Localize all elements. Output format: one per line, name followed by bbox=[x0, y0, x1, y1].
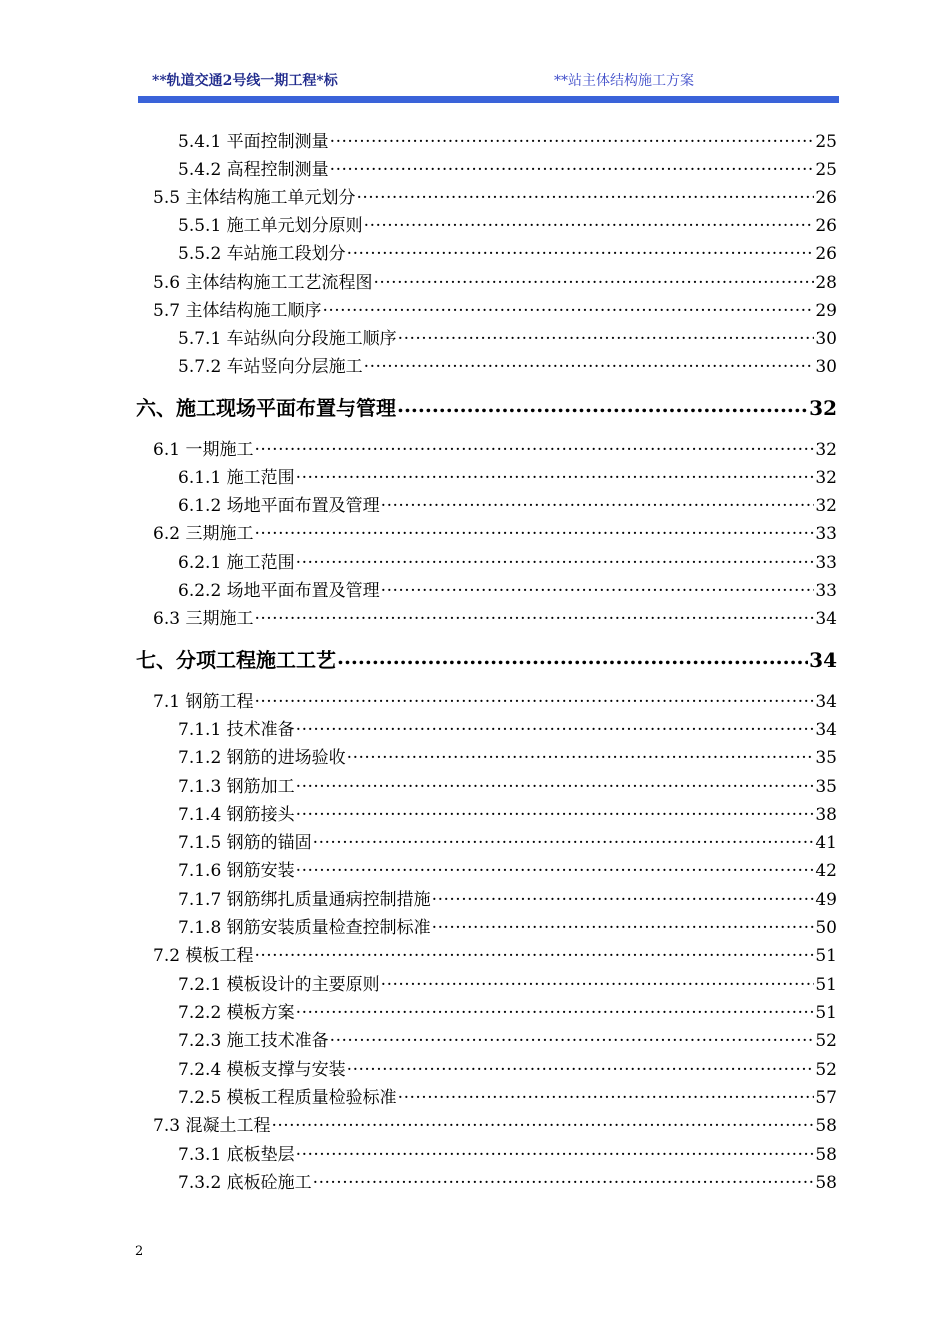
toc-entry[interactable] bbox=[153, 1114, 837, 1135]
toc-leader-dots bbox=[254, 522, 814, 539]
toc-entry-title: 7.2.5 模板工程质量检验标准 bbox=[178, 1088, 397, 1108]
toc-chapter-entry[interactable] bbox=[136, 647, 837, 670]
toc-leader-dots bbox=[330, 158, 815, 175]
toc-entry-page: 57 bbox=[815, 1088, 837, 1108]
toc-chapter-entry[interactable] bbox=[136, 395, 837, 418]
toc-entry[interactable] bbox=[178, 746, 837, 767]
toc-entry-title: 7.2.3 施工技术准备 bbox=[178, 1031, 329, 1051]
toc-entry-page: 35 bbox=[815, 748, 837, 768]
toc-entry[interactable] bbox=[153, 607, 837, 628]
toc-entry-title: 6.2.2 场地平面布置及管理 bbox=[178, 581, 380, 601]
toc-entry[interactable] bbox=[178, 1058, 837, 1079]
toc-entry-title: 6.1.2 场地平面布置及管理 bbox=[178, 496, 380, 516]
toc-entry[interactable] bbox=[178, 242, 837, 263]
toc-entry-title: 5.7 主体结构施工顺序 bbox=[153, 301, 322, 321]
toc-entry-page: 35 bbox=[815, 777, 837, 797]
toc-entry-title: 7.1.7 钢筋绑扎质量通病控制措施 bbox=[178, 890, 431, 910]
toc-leader-dots bbox=[432, 916, 815, 933]
toc-entry-title: 5.7.1 车站纵向分段施工顺序 bbox=[178, 329, 397, 349]
toc-chapter-title: 七、分项工程施工工艺 bbox=[136, 648, 336, 672]
toc-entry-page: 30 bbox=[815, 357, 837, 377]
toc-entry[interactable] bbox=[153, 271, 837, 292]
toc-entry-title: 7.1.6 钢筋安装 bbox=[178, 861, 295, 881]
toc-entry[interactable] bbox=[153, 438, 837, 459]
toc-entry-page: 50 bbox=[815, 918, 837, 938]
toc-leader-dots bbox=[296, 1001, 815, 1018]
toc-leader-dots bbox=[296, 859, 815, 876]
toc-entry[interactable] bbox=[178, 775, 837, 796]
toc-entry[interactable] bbox=[178, 888, 837, 909]
toc-entry-page: 58 bbox=[815, 1173, 837, 1193]
toc-entry-title: 7.3.1 底板垫层 bbox=[178, 1145, 295, 1165]
toc-entry-title: 5.7.2 车站竖向分层施工 bbox=[178, 357, 363, 377]
toc-leader-dots bbox=[322, 299, 814, 316]
toc-entry-page: 33 bbox=[815, 553, 837, 573]
toc-leader-dots bbox=[398, 327, 815, 344]
toc-entry[interactable] bbox=[178, 916, 837, 937]
toc-entry-page: 58 bbox=[815, 1145, 837, 1165]
toc-entry-title: 5.5.2 车站施工段划分 bbox=[178, 244, 346, 264]
toc-entry[interactable] bbox=[153, 186, 837, 207]
toc-entry-page: 26 bbox=[815, 216, 837, 236]
toc-entry-title: 6.2 三期施工 bbox=[153, 524, 254, 544]
toc-leader-dots bbox=[254, 690, 814, 707]
toc-entry[interactable] bbox=[178, 158, 837, 179]
toc-entry-title: 5.4.2 高程控制测量 bbox=[178, 160, 329, 180]
toc-leader-dots bbox=[296, 718, 815, 735]
toc-leader-dots bbox=[381, 494, 815, 511]
toc-leader-dots bbox=[296, 1143, 815, 1160]
toc-entry-title: 7.1.5 钢筋的锚固 bbox=[178, 833, 312, 853]
toc-entry[interactable] bbox=[153, 299, 837, 320]
page-number: 2 bbox=[135, 1244, 144, 1259]
toc-entry-title: 7.2.1 模板设计的主要原则 bbox=[178, 975, 380, 995]
toc-leader-dots bbox=[271, 1114, 814, 1131]
toc-entry-page: 34 bbox=[815, 692, 837, 712]
toc-entry[interactable] bbox=[178, 327, 837, 348]
toc-entry-page: 51 bbox=[815, 1003, 837, 1023]
toc-entry[interactable] bbox=[178, 494, 837, 515]
toc-entry-title: 7.1.2 钢筋的进场验收 bbox=[178, 748, 346, 768]
toc-entry-page: 34 bbox=[815, 609, 837, 629]
toc-entry[interactable] bbox=[178, 130, 837, 151]
toc-entry-title: 7.1.8 钢筋安装质量检查控制标准 bbox=[178, 918, 431, 938]
toc-entry-title: 7.2.2 模板方案 bbox=[178, 1003, 295, 1023]
toc-leader-dots bbox=[296, 775, 815, 792]
toc-entry[interactable] bbox=[178, 1029, 837, 1050]
toc-leader-dots bbox=[337, 647, 808, 667]
toc-entry-page: 52 bbox=[815, 1031, 837, 1051]
toc-entry[interactable] bbox=[178, 551, 837, 572]
toc-entry-title: 6.1 一期施工 bbox=[153, 440, 254, 460]
toc-entry-page: 26 bbox=[815, 244, 837, 264]
toc-entry-page: 25 bbox=[815, 160, 837, 180]
toc-entry-page: 26 bbox=[815, 188, 837, 208]
toc-leader-dots bbox=[347, 1058, 815, 1075]
toc-leader-dots bbox=[364, 355, 815, 372]
toc-chapter-page: 34 bbox=[809, 648, 837, 672]
toc-entry[interactable] bbox=[153, 944, 837, 965]
toc-leader-dots bbox=[373, 271, 814, 288]
toc-leader-dots bbox=[381, 579, 815, 596]
toc-entry[interactable] bbox=[153, 522, 837, 543]
toc-entry-title: 7.2.4 模板支撑与安装 bbox=[178, 1060, 346, 1080]
toc-entry-title: 6.2.1 施工范围 bbox=[178, 553, 295, 573]
toc-leader-dots bbox=[381, 973, 815, 990]
toc-entry-page: 32 bbox=[815, 468, 837, 488]
toc-entry-page: 49 bbox=[815, 890, 837, 910]
toc-entry[interactable] bbox=[178, 1001, 837, 1022]
toc-entry-title: 7.1.3 钢筋加工 bbox=[178, 777, 295, 797]
header-project-title: **轨道交通2号线一期工程*标 bbox=[152, 73, 338, 89]
toc-entry-page: 51 bbox=[815, 975, 837, 995]
toc-entry[interactable] bbox=[178, 859, 837, 880]
toc-leader-dots bbox=[296, 551, 815, 568]
toc-entry-title: 7.3 混凝土工程 bbox=[153, 1116, 271, 1136]
toc-entry-page: 42 bbox=[815, 861, 837, 881]
toc-leader-dots bbox=[398, 1086, 815, 1103]
toc-entry-title: 5.5.1 施工单元划分原则 bbox=[178, 216, 363, 236]
toc-leader-dots bbox=[330, 130, 815, 147]
toc-entry[interactable] bbox=[178, 214, 837, 235]
toc-entry[interactable] bbox=[178, 831, 837, 852]
toc-entry-page: 58 bbox=[815, 1116, 837, 1136]
toc-entry[interactable] bbox=[178, 466, 837, 487]
toc-entry[interactable] bbox=[178, 1171, 837, 1192]
toc-leader-dots bbox=[296, 803, 815, 820]
toc-entry-page: 29 bbox=[815, 301, 837, 321]
toc-entry-page: 32 bbox=[815, 496, 837, 516]
toc-entry-title: 7.1 钢筋工程 bbox=[153, 692, 254, 712]
toc-entry-page: 32 bbox=[815, 440, 837, 460]
toc-leader-dots bbox=[356, 186, 814, 203]
toc-entry-page: 38 bbox=[815, 805, 837, 825]
toc-leader-dots bbox=[330, 1029, 815, 1046]
toc-entry-page: 51 bbox=[815, 946, 837, 966]
toc-entry-page: 33 bbox=[815, 581, 837, 601]
toc-entry-title: 6.1.1 施工范围 bbox=[178, 468, 295, 488]
toc-entry-title: 5.4.1 平面控制测量 bbox=[178, 132, 329, 152]
toc-entry-title: 6.3 三期施工 bbox=[153, 609, 254, 629]
toc-leader-dots bbox=[432, 888, 815, 905]
toc-leader-dots bbox=[296, 466, 815, 483]
toc-leader-dots bbox=[347, 242, 815, 259]
toc-entry-page: 52 bbox=[815, 1060, 837, 1080]
toc-entry-page: 30 bbox=[815, 329, 837, 349]
toc-entry[interactable] bbox=[178, 973, 837, 994]
toc-entry[interactable] bbox=[178, 1143, 837, 1164]
toc-entry-title: 7.3.2 底板砼施工 bbox=[178, 1173, 312, 1193]
toc-entry-title: 5.5 主体结构施工单元划分 bbox=[153, 188, 356, 208]
toc-entry[interactable] bbox=[178, 1086, 837, 1107]
toc-leader-dots bbox=[313, 1171, 815, 1188]
toc-entry-page: 25 bbox=[815, 132, 837, 152]
toc-entry-title: 7.1.4 钢筋接头 bbox=[178, 805, 295, 825]
toc-leader-dots bbox=[254, 944, 814, 961]
toc-leader-dots bbox=[254, 438, 814, 455]
toc-leader-dots bbox=[254, 607, 814, 624]
toc-entry-page: 34 bbox=[815, 720, 837, 740]
toc-entry-title: 7.2 模板工程 bbox=[153, 946, 254, 966]
toc-entry-title: 5.6 主体结构施工工艺流程图 bbox=[153, 273, 373, 293]
toc-leader-dots bbox=[397, 395, 808, 415]
toc-entry-page: 41 bbox=[815, 833, 837, 853]
toc-leader-dots bbox=[364, 214, 815, 231]
toc-leader-dots bbox=[347, 746, 815, 763]
toc-leader-dots bbox=[313, 831, 815, 848]
toc-entry-page: 28 bbox=[815, 273, 837, 293]
header-document-title: **站主体结构施工方案 bbox=[554, 73, 694, 89]
toc-entry-title: 7.1.1 技术准备 bbox=[178, 720, 295, 740]
toc-entry-page: 33 bbox=[815, 524, 837, 544]
toc-entry[interactable] bbox=[178, 718, 837, 739]
toc-entry[interactable] bbox=[178, 579, 837, 600]
toc-entry[interactable] bbox=[178, 355, 837, 376]
toc-chapter-page: 32 bbox=[809, 396, 837, 420]
toc-entry[interactable] bbox=[153, 690, 837, 711]
toc-entry[interactable] bbox=[178, 803, 837, 824]
toc-chapter-title: 六、施工现场平面布置与管理 bbox=[136, 396, 396, 420]
